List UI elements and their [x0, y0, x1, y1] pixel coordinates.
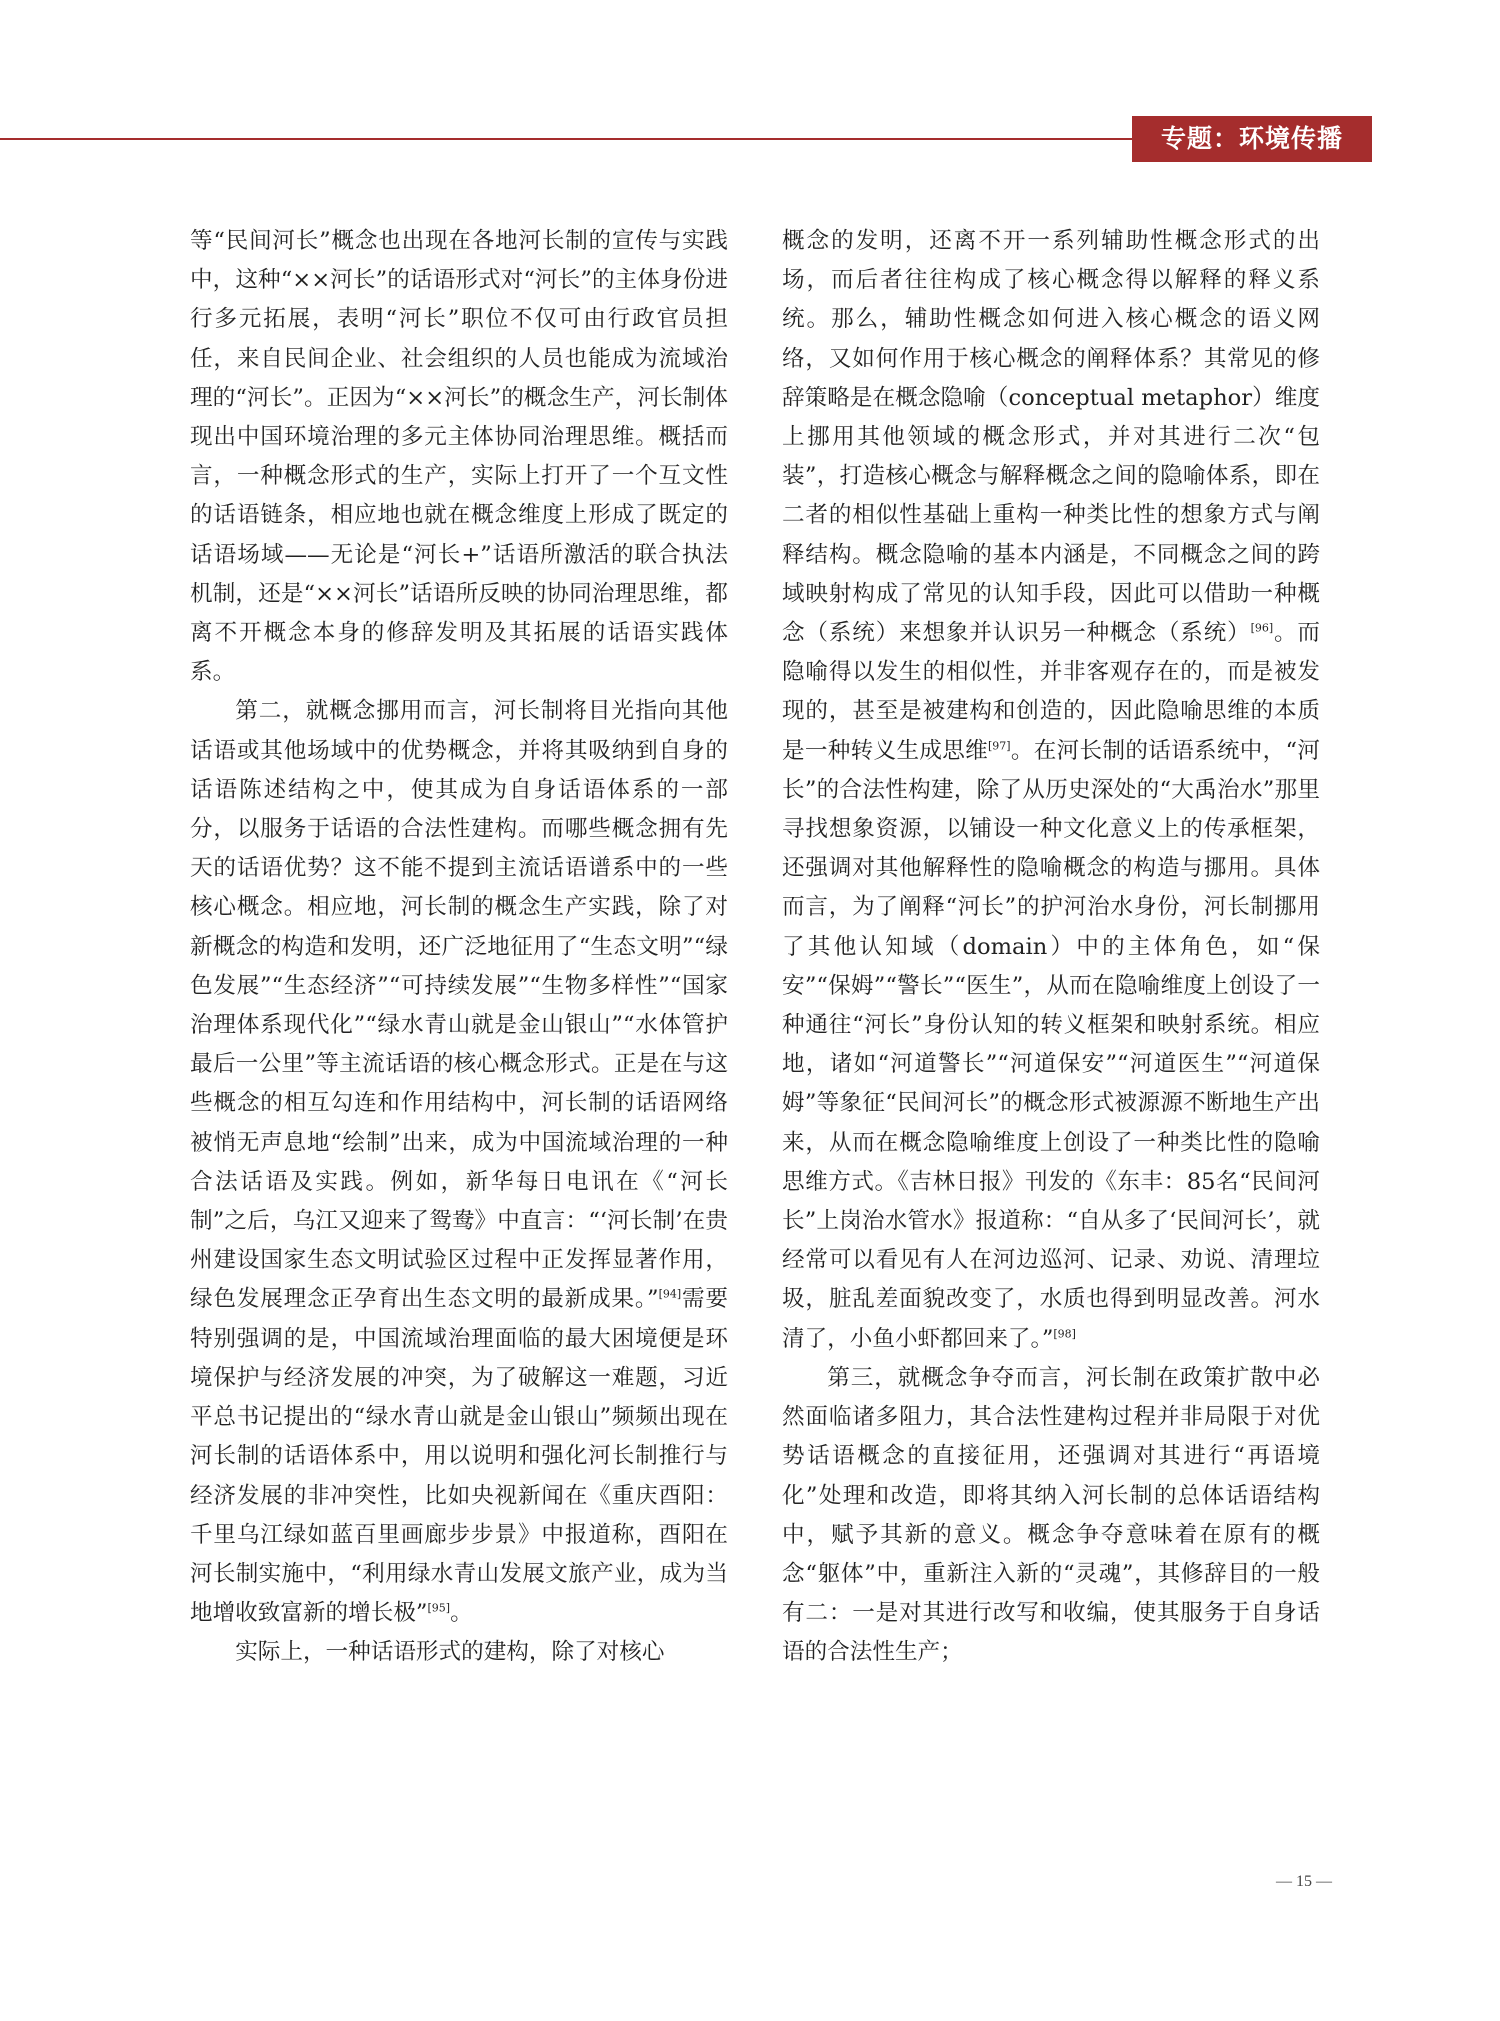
- paragraph-text: 第二，就概念挪用而言，河长制将目光指向其他话语或其他场域中的优势概念，并将其吸纳到自身的话语陈述结构之中，使其成为自身话语体系的一部分，以服务于话语的合法性建构。而哪些概念拥有先天的话语优势？这不能不提到主流话语谱系中的一些核心概念。相应地，河长制的概念生产实践，除了对新概念的构造和发明，还广泛地征用了“生态文明”“绿色发展”“生态经济”“可持续发展”“生物多样性”“国家治理体系现代化”“绿水青山就是金山银山”“水体管护最后一公里”等主流话语的核心概念形式。正是在与这些概念的相互勾连和作用结构中，河长制的话语网络被悄无声息地“绘制”出来，成为中国流域治理的一种合法话语及实践。例如，新华每日电讯在《“河长制”之后，乌江又迎来了鸳鸯》中直言：“‘河长制’在贵州建设国家生态文明试验区过程中正发挥显著作用，绿色发展理念正孕育出生态文明的最新成果。”: [190, 698, 728, 1313]
- paragraph-text: 概念的发明，还离不开一系列辅助性概念形式的出场，而后者往往构成了核心概念得以解释的释义系统。那么，辅助性概念如何进入核心概念的语义网络，又如何作用于核心概念的阐释体系？其常见的修辞策略是在概念隐喻（conceptual metaphor）维度上挪用其他领域的概念形式，并对其进行二次“包装”，打造核心概念与解释概念之间的隐喻体系，即在二者的相似性基础上重构一种类比性的想象方式与阐释结构。概念隐喻的基本内涵是，不同概念之间的跨域映射构成了常见的认知手段，因此可以借助一种概念（系统）来想象并认识另一种概念（系统）: [782, 228, 1320, 647]
- footnote-ref: [94]: [658, 1287, 682, 1301]
- paragraph: [782, 1359, 1320, 1673]
- paragraph-text: 第三，就概念争夺而言，河长制在政策扩散中必然面临诸多阻力，其合法性建构过程并非局限于对优势话语概念的直接征用，还强调对其进行“再语境化”处理和改造，即将其纳入河长制的总体话语结构中，赋予其新的意义。概念争夺意味着在原有的概念“躯体”中，重新注入新的“灵魂”，其修辞目的一般有二：一是对其进行改写和收编，使其服务于自身话语的合法性生产；: [782, 1364, 1320, 1666]
- paragraph-text: 。在河长制的话语系统中，“河长”的合法性构建，除了从历史深处的“大禹治水”那里寻找想象资源，以铺设一种文化意义上的传承框架，还强调对其他解释性的隐喻概念的构造与挪用。具体而言，为了阐释“河长”的护河治水身份，河长制挪用了其他认知域（domain）中的主体角色，如“保安”“保姆”“警长”“医生”，从而在隐喻维度上创设了一种通往“河长”身份认知的转义框架和映射系统。相应地，诸如“河道警长”“河道保安”“河道医生”“河道保姆”等象征“民间河长”的概念形式被源源不断地生产出来，从而在概念隐喻维度上创设了一种类比性的隐喻思维方式。《吉林日报》刊发的《东丰：85名“民间河长”上岗治水管水》报道称：“自从多了‘民间河长’，就经常可以看见有人在河边巡河、记录、劝说、清理垃圾，脏乱差面貌改变了，水质也得到明显改善。河水清了，小鱼小虾都回来了。”: [782, 737, 1320, 1352]
- paragraph: [782, 222, 1320, 1359]
- footnote-ref: [95]: [427, 1601, 451, 1615]
- paragraph: [190, 692, 728, 1633]
- footnote-ref: [98]: [1053, 1327, 1076, 1341]
- header-rule: [0, 138, 1132, 140]
- footnote-ref: [96]: [1250, 621, 1274, 635]
- section-label: 专题：环境传播: [1132, 116, 1372, 162]
- paragraph: [190, 1633, 728, 1672]
- page-number: — 15 —: [1276, 1873, 1332, 1890]
- footnote-ref: [97]: [988, 739, 1011, 753]
- left-column: [190, 222, 728, 1673]
- paragraph: [190, 222, 728, 692]
- right-column: [782, 222, 1320, 1673]
- paragraph-text: 需要特别强调的是，中国流域治理面临的最大困境便是环境保护与经济发展的冲突，为了破解这一难题，习近平总书记提出的“绿水青山就是金山银山”频频出现在河长制的话语体系中，用以说明和强化河长制推行与经济发展的非冲突性，比如央视新闻在《重庆酉阳：千里乌江绿如蓝百里画廊步步景》中报道称，酉阳在河长制实施中，“利用绿水青山发展文旅产业，成为当地增收致富新的增长极”: [190, 1286, 728, 1627]
- paragraph-text: 实际上，一种话语形式的建构，除了对核心: [235, 1639, 665, 1666]
- paragraph-text: 。而隐喻得以发生的相似性，并非客观存在的，而是被发现的，甚至是被建构和创造的，因此隐喻思维的本质是一种转义生成思维: [782, 620, 1321, 764]
- paragraph-text: 等“民间河长”概念也出现在各地河长制的宣传与实践中，这种“××河长”的话语形式对“河长”的主体身份进行多元拓展，表明“河长”职位不仅可由行政官员担任，来自民间企业、社会组织的人员也能成为流域治理的“河长”。正因为“××河长”的概念生产，河长制体现出中国环境治理的多元主体协同治理思维。概括而言，一种概念形式的生产，实际上打开了一个互文性的话语链条，相应地也就在概念维度上形成了既定的话语场域——无论是“河长+”话语所激活的联合执法机制，还是“××河长”话语所反映的协同治理思维，都离不开概念本身的修辞发明及其拓展的话语实践体系。: [190, 228, 728, 686]
- paragraph-text: 。: [450, 1600, 473, 1627]
